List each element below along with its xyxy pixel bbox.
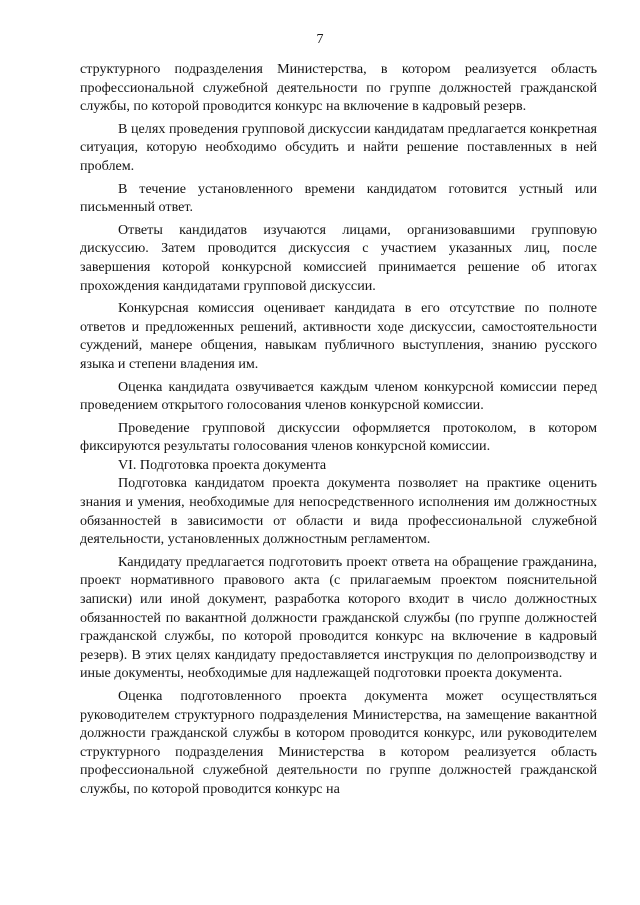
- paragraph-answer: В течение установленного времени кандидатом готовится устный или письменный ответ.: [80, 180, 597, 216]
- paragraph-evaluation: Конкурсная комиссия оценивает кандидата в его отсутствие по полноте ответов и предложенных решений, активности ходе дискуссии, самостоятельности суждений, манере общения, навыкам публичного выступления, знанию русского языка и степени владения им.: [80, 300, 597, 372]
- paragraph-protocol: Проведение групповой дискуссии оформляется протоколом, в котором фиксируются результаты голосования членов конкурсной комиссии.: [80, 419, 597, 455]
- document-body: [80, 60, 597, 799]
- page-number: 7: [316, 32, 324, 47]
- paragraph-continuation: структурного подразделения Министерства, в котором реализуется область профессиональной служебной деятельности по группе должностей гражданской службы, по которой проводится конкурс на включение в кадровый резерв.: [80, 61, 597, 115]
- paragraph-voting: Оценка кандидата озвучивается каждым членом конкурсной комиссии перед проведением открытого голосования членов конкурсной комиссии.: [80, 378, 597, 414]
- paragraph-document-assessment: Оценка подготовленного проекта документа может осуществляться руководителем структурного подразделения Министерства, на замещение вакантной должности гражданской службы в котором проводится конкурс, или руководителем структурного подразделения Министерства в котором реализуется область профессиональной служебной деятельности по группе должностей гражданской службы, по которой проводится конкурс на: [80, 688, 597, 797]
- paragraph-situation: В целях проведения групповой дискуссии кандидатам предлагается конкретная ситуация, которую необходимо обсудить и найти решение поставленных в ней проблем.: [80, 120, 597, 174]
- paragraph-review: Ответы кандидатов изучаются лицами, организовавшими групповую дискуссию. Затем проводится дискуссия с участием указанных лиц, после завершения которой конкурсной комиссией принимается решение об итогах прохождения кандидатами групповой дискуссии.: [80, 221, 597, 294]
- section-heading: VI. Подготовка проекта документа: [118, 456, 327, 473]
- paragraph-document-purpose: Подготовка кандидатом проекта документа позволяет на практике оценить знания и умения, необходимые для непосредственного исполнения им должностных обязанностей в зависимости от области и вида профессиональной служебной деятельности, установленных должностным регламентом.: [80, 475, 597, 548]
- paragraph-document-task: Кандидату предлагается подготовить проект ответа на обращение гражданина, проект нормативного правового акта (с прилагаемым проектом пояснительной записки) или иной документ, разработка которого входит в число должностных обязанностей по вакантной должности гражданской службы (по группе должностей гражданской службы, по которой проводится конкурс на включение в кадровый резерв). В этих целях кандидату предоставляется инструкция по делопроизводству и иные документы, необходимые для надлежащей подготовки проекта документа.: [80, 553, 597, 682]
